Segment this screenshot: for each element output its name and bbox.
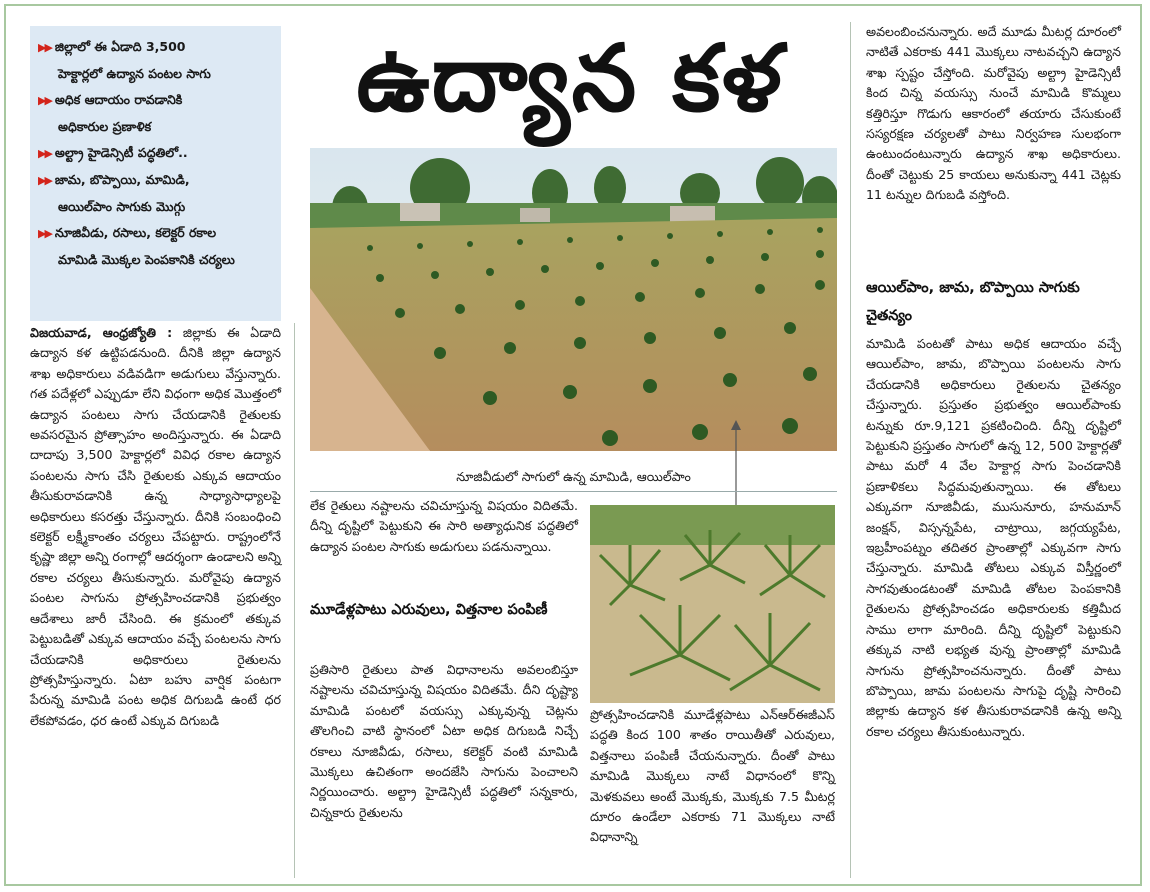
- subheading-distribution: మూడేళ్లపాటు ఎరువులు, విత్తనాల పంపిణీ: [310, 602, 548, 618]
- oil-palm-photo: [590, 505, 835, 703]
- double-arrow-icon: ▶▶: [38, 94, 51, 107]
- highlight-text: అధికారుల ప్రణాళిక: [58, 119, 152, 134]
- plantation-photo: [310, 148, 837, 451]
- article-column-3-bottom: మామిడి పంటతో పాటు అధిక ఆదాయం వచ్చే ఆయిల్‌పాం, జామ, బొప్పాయి పంటలను సాగు చేయడానికి అధికారులు రైతులను చైతన్యం చేస్తున్నారు. ప్రస్తుతం ప్రభుత్వం ఆయిల్‌పాంకు టన్నుకు రూ.9,121 ప్రకటించింది. దీన్ని దృష్టిలో పెట్టుకుని ప్రస్తుతం సాగులో ఉన్న 12, 500 హెక్టార్లతో పాటు మరో 4 వేల హెక్టార్ల సాగు పెంచడానికి ప్రణాళికలు సిద్ధమవుతున్నాయి. ఈ తోటలు ఎక్కువగా నూజివీడు, ముసునూరు, హనుమాన్ జంక్షన్, విస్సన్నపేట, చాట్రాయి, జగ్గయ్యపేట, ఇబ్రహీంపట్నం తదితర ప్రాంతాల్లో ఎక్కువగా సాగు చేస్తున్నారు. మామిడి తోటలు ఎక్కువ విస్తీర్ణంలో సాగవుతుండటంతో మామిడి తోటల పెంపకానికి రైతులను ప్రోత్సహించడం అధికారులకు కత్తిమీద సాము లాగా మారింది. దీన్ని దృష్టిలో పెట్టుకుని తక్కువ నాటి లభ్యత వున్న ప్రాంతాల్లో మామిడి సాగును ప్రోత్సహించనున్నారు. దీంతో పాటు బొప్పాయి, జామ పంటలను సాగుపై దృష్టి సారించి జిల్లాకు ఉద్యాన కళ తీసుకురావడానికి ఉన్న అన్ని రకాల చర్యలు తీసుకుంటున్నారు.: [866, 336, 1121, 739]
- highlight-item: [38, 140, 273, 167]
- highlight-text: ఆయిల్‌పాం సాగుకు మొగ్గు: [58, 199, 186, 214]
- article-text: జిల్లాకు ఈ ఏడాది ఉద్యాన కళ ఉట్టిపడనుంది. దీనికి జిల్లా ఉద్యాన శాఖ అధికారులు వడివడిగా అడుగులు వేస్తున్నారు. గత పదేళ్లలో ఎప్పుడూ లేని విధంగా అధిక మొత్తంలో ఉద్యాన పంటలు సాగు చేయడానికి రైతులకు అవసరమైన ప్రోత్సాహం అందిస్తున్నారు. ఈ ఏడాది దాదాపు 3,500 హెక్టార్లలో వివిధ రకాల ఉద్యాన పంటలను సాగు చేసి రైతులకు ఎక్కువ ఆదాయం తీసుకురావడానికి ఉన్న సాధ్యాసాధ్యాలపై అధికారులు కసరత్తు చేస్తున్నారు. దీనికి సంబంధించి కలెక్టర్ లక్ష్మీకాంతం చర్యలు చేపట్టారు. రాష్ట్రంలోనే కృష్ణా జిల్లా అన్ని రంగాల్లో ఆదర్శంగా ఉండాలని అన్ని రకాల చర్యలు తీసుకున్నారు. మరోవైపు ఉద్యాన పంటల సాగును ప్రోత్సహించడానికి ప్రభుత్వం ఆదేశాలు జారీ చేసింది. ఈ క్రమంలో తక్కువ పెట్టుబడితో ఎక్కువ ఆదాయం వచ్చే పంటలను సాగు చేయడానికి అధికారులు రైతులను ప్రోత్సహిస్తున్నారు. ఏటా బహు వార్షిక పంటగా పేరున్న మామిడి పంట అధిక దిగుబడి ఉంటే ధర లేకపోవడం, ధర ఉంటే ఎక్కువ దిగుబడి: [30, 325, 281, 728]
- article-column-2-right: ప్రోత్సహించడానికి మూడేళ్లపాటు ఎన్‌ఆర్‌ఈజీఎస్ పద్ధతి కింద 100 శాతం రాయితీతో ఎరువులు, విత్తనాలు పంపిణీ చేయనున్నారు. దీంతో పాటు మామిడి మొక్కలు నాటే విధానంలో కొన్ని మెళకువలు అంటే మొక్కకు, మొక్కకు 7.5 మీటర్ల దూరం ఉండేలా ఎకరాకు 71 మొక్కలు నాటే విధానాన్ని: [590, 707, 835, 845]
- double-arrow-icon: ▶▶: [38, 41, 51, 54]
- photo-caption: నూజివీడులో సాగులో ఉన్న మామిడి, ఆయిల్‌పాం: [310, 462, 837, 492]
- highlight-text: అధిక ఆదాయం రావడానికి: [54, 92, 183, 107]
- highlight-text: జిల్లాలో ఈ ఏడాది 3,500: [54, 39, 186, 54]
- column-divider: [294, 323, 295, 878]
- article-column-3-top: అవలంబించనున్నారు. అదే మూడు మీటర్ల దూరంలో నాటితే ఎకరాకు 441 మొక్కలు నాటవచ్చని ఉద్యాన శాఖ స్పష్టం చేస్తోంది. మరోవైపు అల్ట్రా హైడెన్సిటీ కింద చిన్న వయస్సు నుంచే మామిడి కొమ్మలు కత్తిరిస్తూ గొడుగు ఆకారంలో తయారు చేసుకుంటే సస్యరక్షణ చర్యలతో పాటు నిర్వహణ సులభంగా ఉంటుందంటున్నారు ఉద్యాన శాఖ అధికారులు. దీంతో చెట్టుకు 25 కాయలు అనుకున్నా 441 చెట్లకు 11 టన్నుల దిగుబడి వస్తోంది.: [866, 24, 1121, 203]
- double-arrow-icon: ▶▶: [38, 227, 51, 240]
- highlights-box: [30, 26, 281, 321]
- highlight-item: [38, 220, 273, 273]
- highlight-item: [38, 34, 273, 87]
- article-column-2-top: లేక రైతులు నష్టాలను చవిచూస్తున్న విషయం విదితమే. దీన్ని దృష్టిలో పెట్టుకుని ఈ సారి అత్యాధునిక పద్ధతిలో ఉద్యాన పంటల సాగుకు అడుగులు పడనున్నాయి.: [310, 498, 578, 554]
- highlight-text: జామ, బొప్పాయి, మామిడి,: [54, 172, 190, 187]
- subheading-oilpalm: ఆయిల్‌పాం, జామ, బొప్పాయి సాగుకు చైతన్యం: [866, 280, 1080, 324]
- highlight-text: హెక్టార్లలో ఉద్యాన పంటల సాగు: [58, 66, 211, 81]
- highlight-item: [38, 167, 273, 220]
- highlight-text: మామిడి మొక్కల పెంపకానికి చర్యలు: [58, 252, 235, 267]
- column-divider: [850, 22, 851, 878]
- article-column-2-left: ప్రతిసారి రైతులు పాత విధానాలను అవలంబిస్తూ నష్టాలను చవిచూస్తున్న విషయం విదితమే. దీని దృష్ట్యా మామిడి పంటలో వయస్సు ఎక్కువున్న చెట్లను తొలగించి వాటి స్థానంలో ఏటా అధిక దిగుబడి నిచ్చే రకాలు నూజివీడు, రసాలు, కలెక్టర్ వంటి మామిడి మొక్కలు ఉచితంగా అందజేసి సాగును పెంచాలని నిర్ణయించారు. అల్ట్రా హైడెన్సిటీ పద్ధతిలో సన్నకారు, చిన్నకారు రైతులను: [310, 662, 578, 820]
- highlight-text: నూజివీడు, రసాలు, కలెక్టర్ రకాల: [54, 225, 217, 240]
- double-arrow-icon: ▶▶: [38, 174, 51, 187]
- highlight-text: అల్ట్రా హైడెన్సిటీ పద్ధతిలో..: [54, 145, 188, 160]
- dateline: విజయవాడ, ఆంధ్రజ్యోతి :: [30, 325, 173, 340]
- double-arrow-icon: ▶▶: [38, 147, 51, 160]
- headline: ఉద్యాన కళ: [356, 25, 784, 132]
- highlight-item: [38, 87, 273, 140]
- article-column-1: [30, 323, 281, 731]
